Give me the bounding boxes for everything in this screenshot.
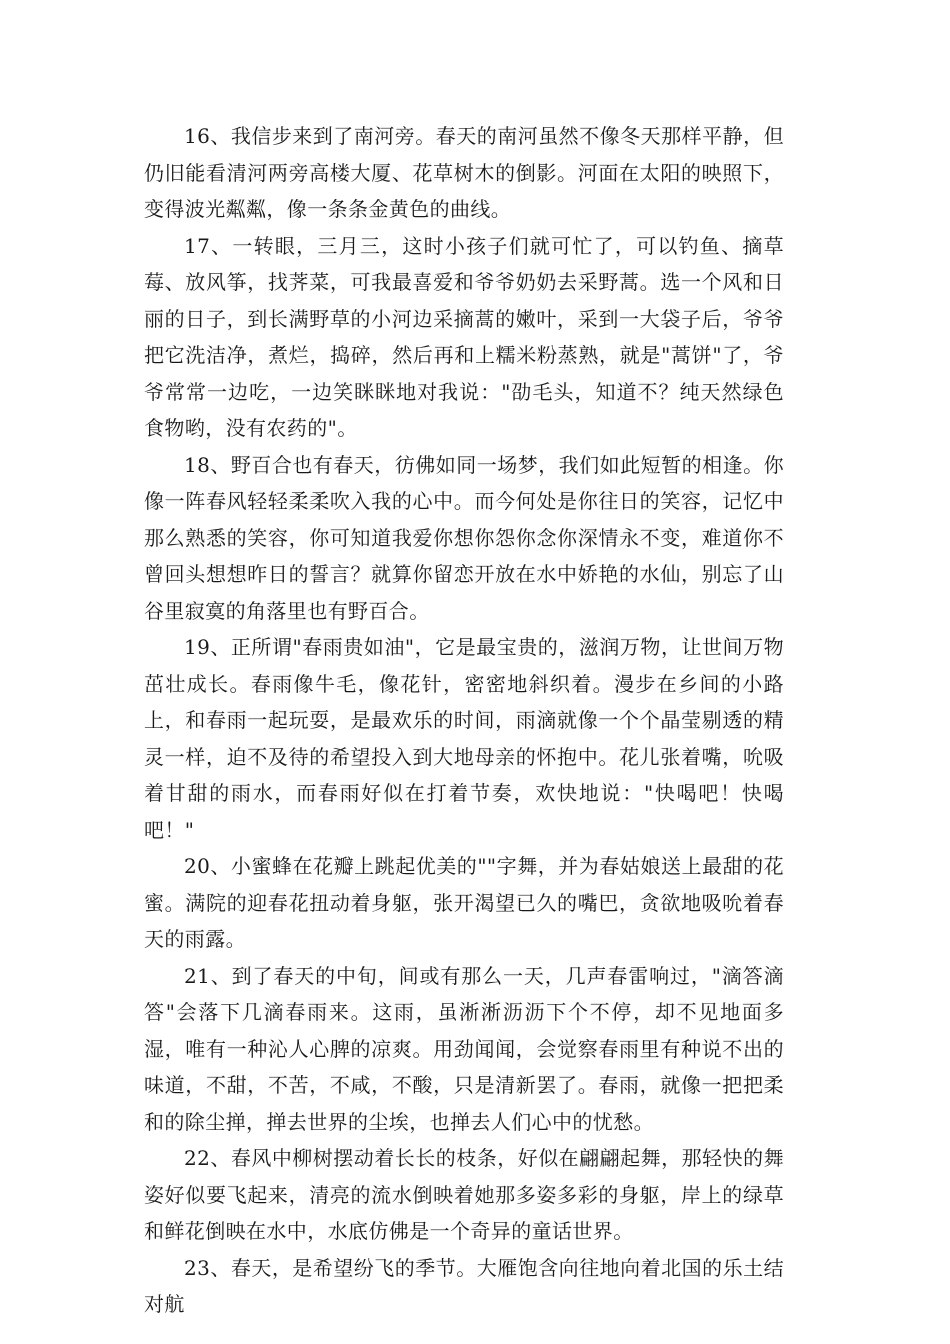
paragraph-20: 20、小蜜蜂在花瓣上跳起优美的""字舞，并为春姑娘送上最甜的花蜜。满院的迎春花扭动着身躯，张开渴望已久的嘴巴，贪欲地吸吮着春天的雨露。 <box>144 854 784 951</box>
paragraph-21: 21、到了春天的中旬，间或有那么一天，几声春雷响过，"滴答滴答"会落下几滴春雨来。这雨，虽淅淅沥沥下个不停，却不见地面多湿，唯有一种沁人心脾的凉爽。用劲闻闻，会觉察春雨里有种说不出的味道，不甜，不苦，不咸，不酸，只是清新罢了。春雨，就像一把把柔和的除尘掸，掸去世界的尘埃，也掸去人们心中的忧愁。 <box>144 963 784 1134</box>
paragraph-17: 17、一转眼，三月三，这时小孩子们就可忙了，可以钓鱼、摘草莓、放风筝，找荠菜，可我最喜爱和爷爷奶奶去采野蒿。选一个风和日丽的日子，到长满野草的小河边采摘蒿的嫩叶，采到一大袋子后，爷爷把它洗洁净，煮烂，捣碎，然后再和上糯米粉蒸熟，就是"蒿饼"了，爷爷常常一边吃，一边笑眯眯地对我说："劭毛头，知道不？纯天然绿色食物哟，没有农药的"。 <box>144 233 784 440</box>
paragraph-23: 23、春天，是希望纷飞的季节。大雁饱含向往地向着北国的乐土结对航 <box>144 1255 784 1316</box>
paragraph-16: 16、我信步来到了南河旁。春天的南河虽然不像冬天那样平静，但仍旧能看清河两旁高楼大厦、花草树木的倒影。河面在太阳的映照下，变得波光粼粼，像一条条金黄色的曲线。 <box>144 124 784 221</box>
paragraph-19: 19、正所谓"春雨贵如油"，它是最宝贵的，滋润万物，让世间万物茁壮成长。春雨像牛毛，像花针，密密地斜织着。漫步在乡间的小路上，和春雨一起玩耍，是最欢乐的时间，雨滴就像一个个晶莹剔透的精灵一样，迫不及待的希望投入到大地母亲的怀抱中。花儿张着嘴，吮吸着甘甜的雨水，而春雨好似在打着节奏，欢快地说："快喝吧！快喝吧！" <box>144 635 784 842</box>
document-body <box>144 118 784 1323</box>
paragraph-18: 18、野百合也有春天，彷佛如同一场梦，我们如此短暂的相逢。你像一阵春风轻轻柔柔吹入我的心中。而今何处是你往日的笑容，记忆中那么熟悉的笑容，你可知道我爱你想你怨你念你深情永不变，难道你不曾回头想想昨日的誓言？就算你留恋开放在水中娇艳的水仙，别忘了山谷里寂寞的角落里也有野百合。 <box>144 452 784 623</box>
paragraph-22: 22、春风中柳树摆动着长长的枝条，好似在翩翩起舞，那轻快的舞姿好似要飞起来，清亮的流水倒映着她那多姿多彩的身躯，岸上的绿草和鲜花倒映在水中，水底仿佛是一个奇异的童话世界。 <box>144 1146 784 1243</box>
